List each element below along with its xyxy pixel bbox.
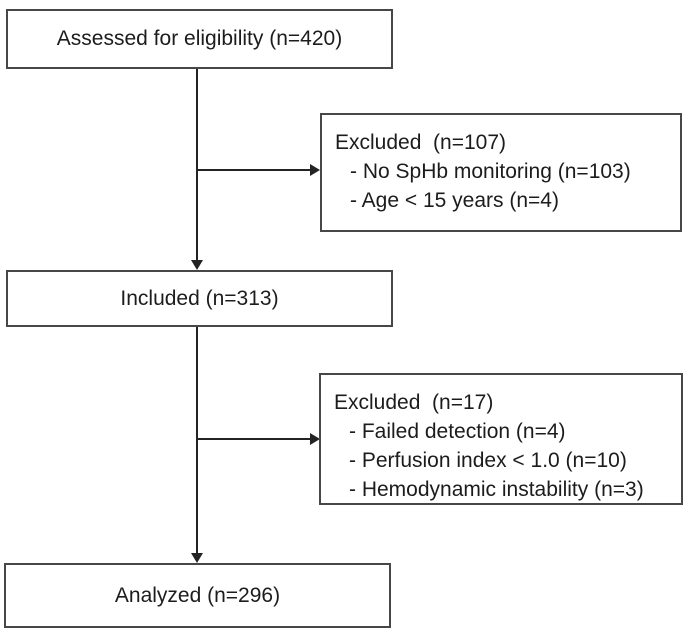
excluded-1-item: - Age < 15 years (n=4) (350, 189, 559, 212)
arrowhead-down-icon (191, 260, 203, 270)
excluded-2-item: - Failed detection (n=4) (349, 420, 566, 443)
box-analyzed-label: Analyzed (n=296) (114, 583, 281, 607)
excluded-1-item: - No SpHb monitoring (n=103) (350, 160, 631, 183)
connector-included-to-analyzed (196, 327, 198, 553)
arrowhead-right-icon (310, 164, 320, 176)
excluded-2-item: - Hemodynamic instability (n=3) (349, 478, 644, 501)
box-included (6, 270, 393, 327)
box-included-label: Included (n=313) (120, 286, 279, 310)
excluded-2-item: - Perfusion index < 1.0 (n=10) (349, 449, 627, 472)
box-analyzed (4, 563, 391, 628)
box-assessed-for-eligibility (6, 9, 393, 69)
arrowhead-down-icon (191, 553, 203, 563)
connector-branch-to-excluded-1 (197, 169, 310, 171)
box-excluded-2 (319, 373, 683, 505)
connector-assessed-to-included (196, 69, 198, 261)
box-excluded-1 (320, 113, 682, 232)
box-assessed-label: Assessed for eligibility (n=420) (56, 27, 343, 50)
connector-branch-to-excluded-2 (197, 438, 310, 440)
excluded-1-title: Excluded (n=107) (335, 131, 507, 154)
excluded-2-title: Excluded (n=17) (334, 391, 494, 414)
